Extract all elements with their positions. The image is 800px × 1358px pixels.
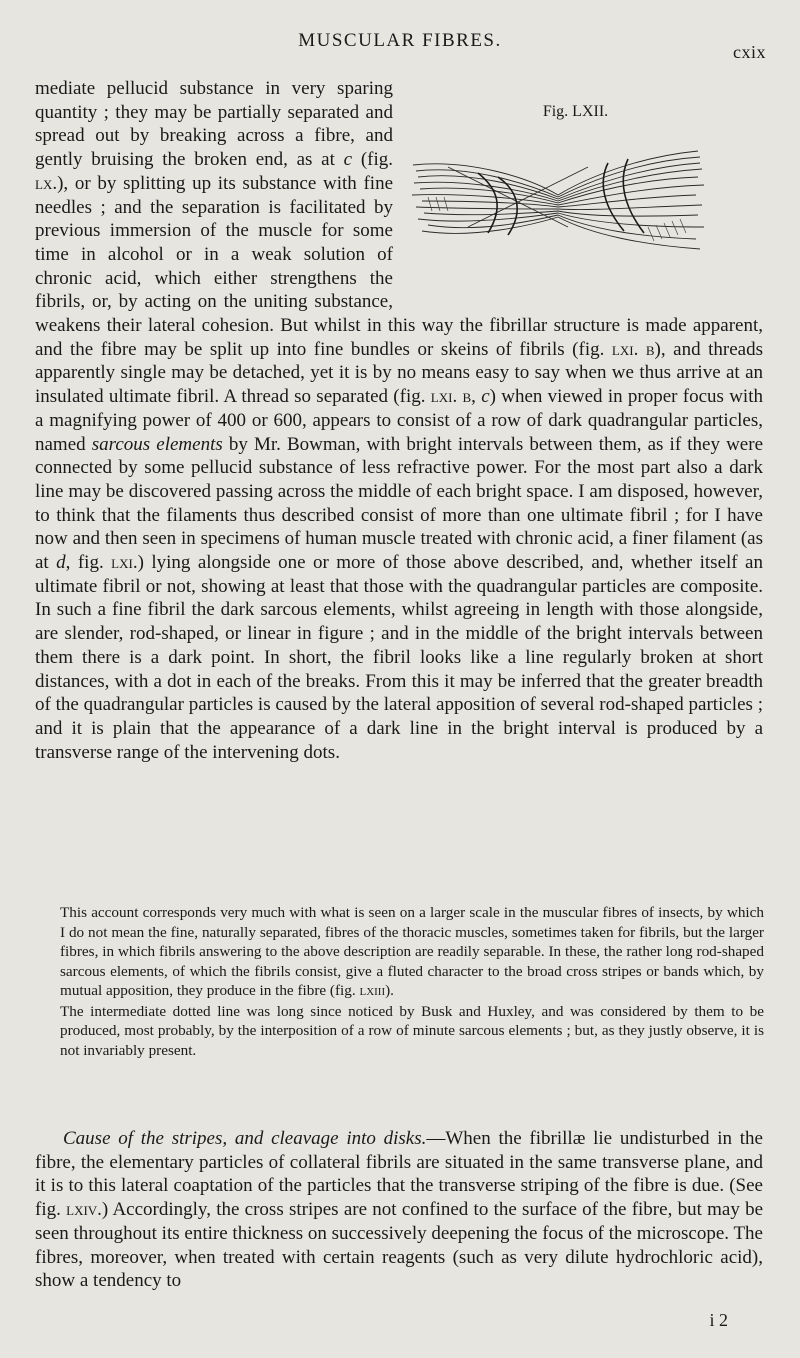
section-heading: Cause of the stripes, and cleavage into disks. <box>63 1128 427 1149</box>
text-run: ) lying alongside one or more of those above described, and, whether itself an ultimate fibril or not, showing at least that those with the quadrangular particles are composite. In such a fine fibril the dark sarcous elements, whilst agreeing in length with those alongside, are slender, rod-shaped, or linear in figure ; and in the middle of the bright intervals between them there is a dark point. In short, the fibril looks like a line regularly broken at short distances, with a dot in each of the breaks. From this it may be inferred that the greater breadth of the quadrangular particles is caused by the lateral apposition of several rod-shaped particles ; and it is plain that the appearance of a dark line in the bright interval is produced by a transverse range of the intervening dots. <box>35 552 763 763</box>
text-run: (fig. <box>352 149 393 171</box>
note-paragraph-1 <box>60 903 764 1001</box>
figure-ref: lxi. b, <box>430 386 482 408</box>
note-paragraph-2: The intermediate dotted line was long since noticed by Busk and Huxley, and was considered by them to be produced, most probably, by the interposition of a row of minute sarcous elements ; but, as they justly observe, it is not invariably present. <box>60 1002 764 1059</box>
figure-lxii <box>403 77 763 313</box>
term: sarcous elements <box>91 433 223 455</box>
figure-caption: Fig. LXII. <box>542 103 609 120</box>
page-number: cxix <box>733 42 766 62</box>
signature-mark: i 2 <box>709 1310 728 1330</box>
figure-ref: lx. <box>35 172 58 194</box>
text-run: ), and threads apparently single may be detached, yet it is by no means easy to say when we thus arrive at an insulated ultimate fibril. A thread so separated (fig. <box>35 338 763 408</box>
text-run: This account corresponds very much with what is seen on a larger scale in the muscular fibres of insects, by which I do not mean the fine, naturally separated, fibres of the thoracic muscles, sometimes taken for fibrils, but the larger fibres, in which fibrils answering to the above description are readily separable. In these, the rather long rod-shaped sarcous elements, of which the fibrils consist, give a fluted character to the broad cross stripes or bands which, by mutual apposition, they produce in the fibre (fig. <box>60 904 764 999</box>
paragraph-1 <box>35 77 763 764</box>
figure-ref: lxiii <box>359 982 386 999</box>
text-run: ) when viewed in proper focus with a magnifying power of 400 or 600, appears to consist of a row of dark quadrangular particles, named <box>35 386 763 455</box>
text-run: , fig. <box>65 552 112 574</box>
text-run: d <box>56 552 66 574</box>
text-run: ) Accordingly, the cross stripes are not confined to the surface of the fibre, but may be seen throughout its entire thickness on successively deepening the focus of the microscope. The fibres, moreover, when treated with certain reagents (such as very dilute hydrochloric acid), show a tendency to <box>35 1199 764 1292</box>
figure-ref: lxiv. <box>66 1199 102 1221</box>
text-run: c <box>481 386 490 408</box>
small-print-notes <box>60 903 764 1060</box>
text-run: —When the fibrillæ lie undisturbed in the fibre, the elementary particles of collateral fibrils are situated in the same transverse plane, and it is to this lateral coaptation of the particles that the transverse striping of the fibre is due. (See fig. <box>35 1128 763 1221</box>
figure-ref: lxi. b <box>611 338 655 360</box>
text-run: by Mr. Bowman, with bright intervals between them, as if they were connected by some pellucid substance of less refractive power. For the most part also a dark line may be discovered passing across the middle of each bright space. I am disposed, however, to think that the filaments thus described consist of more than one ultimate fibril ; for I have now and then seen in specimens of human muscle treated with chronic acid, a finer filament (as at <box>35 433 764 574</box>
running-header: MUSCULAR FIBRES. <box>298 30 502 51</box>
text-run: ), or by splitting up its substance with fine needles ; and the separation is facilitated by previous immersion of the muscle for some time in alcohol or in a weak solution of chronic acid, which either strengthens the fibrils, or, by acting on the uniting substance, weakens their lateral cohesion. But whilst in this way the fibrillar structure is made apparent, and the fibre may be split up into fine bundles or skeins of fibrils (fig. <box>35 172 763 360</box>
paragraph-cause-of-stripes <box>35 1127 763 1293</box>
figure-ref: lxi. <box>111 552 138 574</box>
text-run: mediate pellucid substance in very sparing quantity ; they may be partially separated and spread out by breaking across a fibre, and gently bruising the broken end, as at <box>35 78 393 171</box>
text-run: c <box>343 149 353 171</box>
text-run: ). <box>385 982 394 999</box>
muscle-fibre-illustration <box>408 137 708 257</box>
